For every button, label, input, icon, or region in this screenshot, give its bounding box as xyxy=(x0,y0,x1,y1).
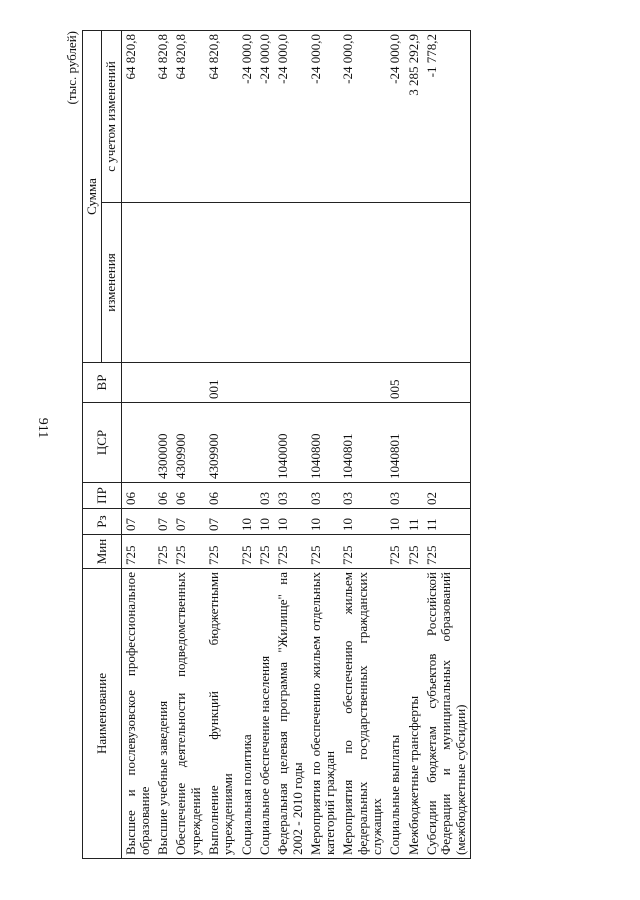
row-total: -24 000,0 xyxy=(274,31,307,203)
table-row xyxy=(154,31,172,859)
row-name: Социальные выплаты xyxy=(386,569,404,859)
row-changes xyxy=(423,203,470,363)
unit-label: (тыс. рублей) xyxy=(64,31,79,105)
row-name: Высшие учебные заведения xyxy=(154,569,172,859)
header-changes: изменения xyxy=(102,203,121,363)
table-row xyxy=(339,31,386,859)
row-min: 725 xyxy=(172,535,205,569)
row-min: 725 xyxy=(386,535,404,569)
table-row xyxy=(121,31,154,859)
row-pr: 02 xyxy=(423,483,470,509)
table-row xyxy=(205,31,238,859)
row-min: 725 xyxy=(238,535,256,569)
row-pr: 03 xyxy=(256,483,274,509)
row-total: 64 820,8 xyxy=(205,31,238,203)
row-total: -24 000,0 xyxy=(307,31,340,203)
header-pr: ПР xyxy=(83,483,122,509)
row-csr: 1040800 xyxy=(307,403,340,483)
row-csr: 4309900 xyxy=(172,403,205,483)
row-changes xyxy=(386,203,404,363)
row-total: 64 820,8 xyxy=(172,31,205,203)
row-vr xyxy=(274,363,307,403)
row-total: 64 820,8 xyxy=(154,31,172,203)
row-csr xyxy=(121,403,154,483)
row-csr: 1040801 xyxy=(386,403,404,483)
row-total: -24 000,0 xyxy=(238,31,256,203)
row-min: 725 xyxy=(423,535,470,569)
row-csr xyxy=(405,403,423,483)
row-name: Высшее и послевузовское профессиональное образование xyxy=(121,569,154,859)
row-csr xyxy=(256,403,274,483)
row-rz: 10 xyxy=(386,509,404,535)
row-rz: 07 xyxy=(121,509,154,535)
page-number: 911 xyxy=(35,417,50,439)
row-pr: 03 xyxy=(307,483,340,509)
row-rz: 10 xyxy=(339,509,386,535)
row-total: -1 778,2 xyxy=(423,31,470,203)
row-name: Мероприятия по обеспечению жильем отдельных категорий граждан xyxy=(307,569,340,859)
row-name: Социальная политика xyxy=(238,569,256,859)
row-min: 725 xyxy=(205,535,238,569)
row-rz: 07 xyxy=(172,509,205,535)
row-changes xyxy=(172,203,205,363)
row-pr: 03 xyxy=(339,483,386,509)
table-row xyxy=(307,31,340,859)
row-changes xyxy=(238,203,256,363)
row-pr: 06 xyxy=(154,483,172,509)
row-min: 725 xyxy=(405,535,423,569)
row-pr xyxy=(238,483,256,509)
row-pr: 03 xyxy=(386,483,404,509)
row-pr: 06 xyxy=(121,483,154,509)
row-pr xyxy=(405,483,423,509)
table-row xyxy=(405,31,423,859)
row-changes xyxy=(405,203,423,363)
row-vr xyxy=(172,363,205,403)
header-rz: Рз xyxy=(83,509,122,535)
row-vr xyxy=(154,363,172,403)
rotated-page-content xyxy=(60,5,580,895)
table-row xyxy=(172,31,205,859)
header-with-changes: с учетом изменений xyxy=(102,31,121,203)
row-rz: 07 xyxy=(205,509,238,535)
header-row xyxy=(83,31,102,859)
row-rz: 10 xyxy=(307,509,340,535)
row-changes xyxy=(339,203,386,363)
row-rz: 10 xyxy=(274,509,307,535)
row-rz: 10 xyxy=(256,509,274,535)
header-min: Мин xyxy=(83,535,122,569)
row-name: Выполнение функций бюджетными учреждениями xyxy=(205,569,238,859)
table-row xyxy=(256,31,274,859)
row-rz: 11 xyxy=(405,509,423,535)
row-vr xyxy=(307,363,340,403)
row-name: Межбюджетные трансферты xyxy=(405,569,423,859)
row-csr xyxy=(238,403,256,483)
row-vr: 005 xyxy=(386,363,404,403)
row-vr xyxy=(423,363,470,403)
row-csr: 1040801 xyxy=(339,403,386,483)
row-changes xyxy=(256,203,274,363)
row-vr xyxy=(256,363,274,403)
row-total: -24 000,0 xyxy=(256,31,274,203)
row-name: Обеспечение деятельности подведомственных учреждений xyxy=(172,569,205,859)
row-min: 725 xyxy=(274,535,307,569)
row-min: 725 xyxy=(256,535,274,569)
row-name: Социальное обеспечение населения xyxy=(256,569,274,859)
row-csr: 1040000 xyxy=(274,403,307,483)
table-row xyxy=(386,31,404,859)
row-csr: 4300000 xyxy=(154,403,172,483)
budget-table xyxy=(82,30,471,859)
row-csr: 4309900 xyxy=(205,403,238,483)
table-row xyxy=(423,31,470,859)
header-csr: ЦСР xyxy=(83,403,122,483)
table-row xyxy=(238,31,256,859)
row-pr: 06 xyxy=(205,483,238,509)
row-total: -24 000,0 xyxy=(386,31,404,203)
row-total: 3 285 292,9 xyxy=(405,31,423,203)
row-total: -24 000,0 xyxy=(339,31,386,203)
row-vr xyxy=(238,363,256,403)
row-name: Федеральная целевая программа "Жилище" на 2002 - 2010 годы xyxy=(274,569,307,859)
header-name: Наименование xyxy=(83,569,122,859)
row-csr xyxy=(423,403,470,483)
row-total: 64 820,8 xyxy=(121,31,154,203)
row-name: Мероприятия по обеспечению жильем федеральных государственных гражданских служащих xyxy=(339,569,386,859)
row-pr: 06 xyxy=(172,483,205,509)
header-vr: ВР xyxy=(83,363,122,403)
row-changes xyxy=(121,203,154,363)
header-sum: Сумма xyxy=(83,31,102,363)
row-min: 725 xyxy=(307,535,340,569)
row-rz: 10 xyxy=(238,509,256,535)
row-vr: 001 xyxy=(205,363,238,403)
row-changes xyxy=(274,203,307,363)
row-min: 725 xyxy=(121,535,154,569)
row-min: 725 xyxy=(339,535,386,569)
row-vr xyxy=(121,363,154,403)
row-pr: 03 xyxy=(274,483,307,509)
table-row xyxy=(274,31,307,859)
row-changes xyxy=(307,203,340,363)
row-rz: 11 xyxy=(423,509,470,535)
row-changes xyxy=(154,203,172,363)
row-min: 725 xyxy=(154,535,172,569)
row-vr xyxy=(405,363,423,403)
row-name: Субсидии бюджетам субъектов Российской Федерации и муниципальных образований (межбюджетные субсидии) xyxy=(423,569,470,859)
row-changes xyxy=(205,203,238,363)
row-rz: 07 xyxy=(154,509,172,535)
row-vr xyxy=(339,363,386,403)
